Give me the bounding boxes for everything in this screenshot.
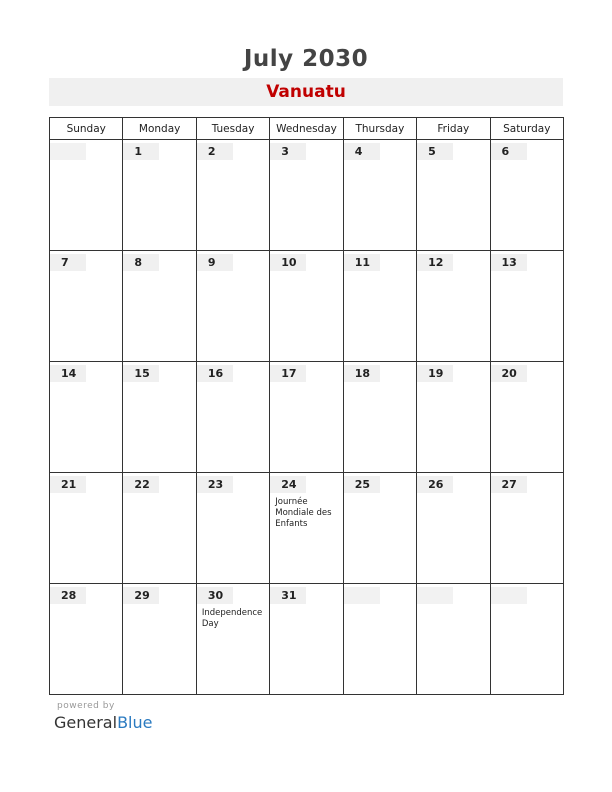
holiday-label: Independence Day: [201, 608, 263, 629]
day-number: 6: [491, 143, 527, 160]
weekday-monday: Monday: [123, 118, 196, 140]
day-number: 14: [50, 365, 86, 382]
day-number: 30: [197, 587, 233, 604]
day-cell: [490, 140, 563, 251]
day-number: 16: [197, 365, 233, 382]
day-cell: [343, 473, 416, 584]
day-cell: [196, 473, 269, 584]
day-cell: [50, 584, 123, 695]
day-cell: [270, 584, 343, 695]
day-cell: [123, 251, 196, 362]
day-number: 26: [417, 476, 453, 493]
day-cell: [123, 362, 196, 473]
day-cell: [417, 251, 490, 362]
day-cell: [270, 251, 343, 362]
day-cell: [490, 362, 563, 473]
day-number: 17: [270, 365, 306, 382]
day-cell: [417, 473, 490, 584]
day-number: [344, 587, 380, 604]
weekday-saturday: Saturday: [490, 118, 563, 140]
day-cell: [490, 473, 563, 584]
day-cell: [196, 584, 269, 695]
day-cell: [196, 362, 269, 473]
day-number: 21: [50, 476, 86, 493]
holiday-label: Journée Mondiale des Enfants: [275, 497, 332, 529]
day-number: 20: [491, 365, 527, 382]
day-number: 1: [123, 143, 159, 160]
weekday-sunday: Sunday: [50, 118, 123, 140]
powered-by-text: powered by: [57, 701, 115, 711]
day-cell: [270, 362, 343, 473]
week-row-4: [50, 473, 564, 584]
country-banner: [49, 78, 563, 106]
day-number: 24: [270, 476, 306, 493]
week-row-5: [50, 584, 564, 695]
day-number: 2: [197, 143, 233, 160]
day-number: 28: [50, 587, 86, 604]
day-cell: [343, 362, 416, 473]
day-number: 5: [417, 143, 453, 160]
calendar-grid: [49, 117, 564, 695]
day-number: 23: [197, 476, 233, 493]
day-number: 9: [197, 254, 233, 271]
day-cell-empty: [490, 584, 563, 695]
day-cell: [50, 251, 123, 362]
weekday-wednesday: Wednesday: [270, 118, 343, 140]
day-number: 8: [123, 254, 159, 271]
day-cell: [270, 140, 343, 251]
day-cell: [490, 251, 563, 362]
day-cell: [50, 473, 123, 584]
week-row-3: [50, 362, 564, 473]
day-number: [50, 143, 86, 160]
day-cell: [270, 473, 343, 584]
day-cell: [417, 362, 490, 473]
day-cell: [417, 140, 490, 251]
calendar-title: July 2030: [243, 46, 369, 72]
week-row-1: [50, 140, 564, 251]
day-cell: [123, 140, 196, 251]
weekday-friday: Friday: [417, 118, 490, 140]
logo-general: General: [54, 713, 118, 732]
day-number: 31: [270, 587, 306, 604]
day-cell: [50, 362, 123, 473]
day-cell: [343, 140, 416, 251]
week-row-2: [50, 251, 564, 362]
day-cell: [123, 473, 196, 584]
day-cell: [343, 251, 416, 362]
day-cell-empty: [50, 140, 123, 251]
day-number: 15: [123, 365, 159, 382]
day-number: 11: [344, 254, 380, 271]
day-cell: [123, 584, 196, 695]
country-name: Vanuatu: [266, 82, 346, 102]
day-number: [417, 587, 453, 604]
day-number: 3: [270, 143, 306, 160]
day-number: 25: [344, 476, 380, 493]
day-number: 29: [123, 587, 159, 604]
weekday-tuesday: Tuesday: [196, 118, 269, 140]
logo-blue: Blue: [117, 713, 153, 732]
day-number: 7: [50, 254, 86, 271]
day-number: 19: [417, 365, 453, 382]
weekday-thursday: Thursday: [343, 118, 416, 140]
day-number: 4: [344, 143, 380, 160]
generalblue-logo[interactable]: [54, 713, 152, 732]
day-number: 12: [417, 254, 453, 271]
day-number: 27: [491, 476, 527, 493]
day-number: 10: [270, 254, 306, 271]
day-number: 13: [491, 254, 527, 271]
day-number: 18: [344, 365, 380, 382]
day-cell: [196, 251, 269, 362]
weekday-header-row: [50, 118, 564, 140]
day-number: 22: [123, 476, 159, 493]
day-cell: [196, 140, 269, 251]
day-number: [491, 587, 527, 604]
day-cell-empty: [417, 584, 490, 695]
day-cell-empty: [343, 584, 416, 695]
